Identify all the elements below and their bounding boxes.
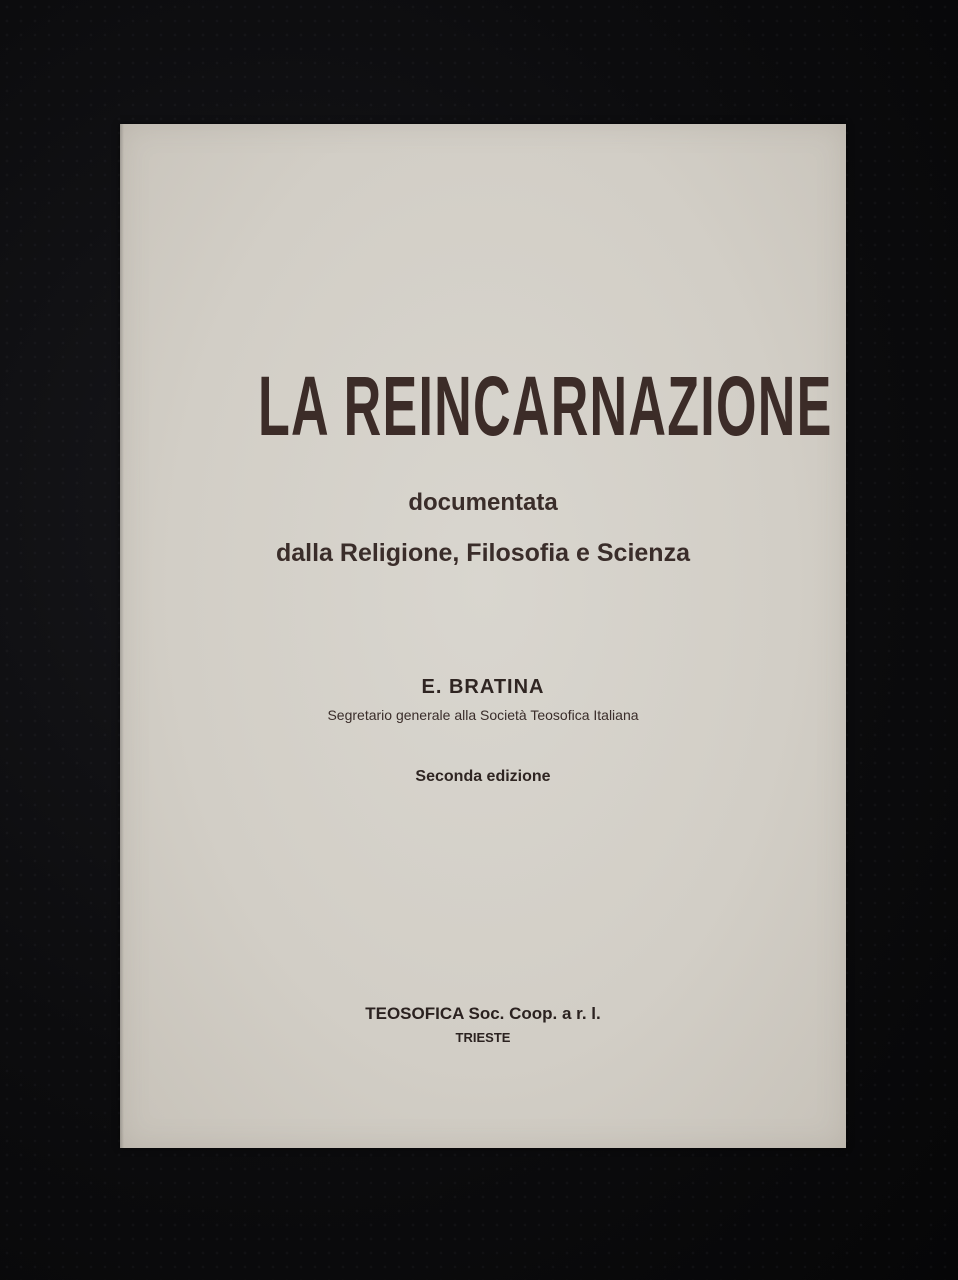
publisher-name: TEOSOFICA Soc. Coop. a r. l. (365, 1004, 601, 1023)
author-name: E. BRATINA (421, 676, 545, 698)
publisher-city: TRIESTE (455, 1030, 511, 1045)
edition-label: Seconda edizione (415, 768, 551, 785)
book-cover (120, 124, 846, 1148)
subtitle-line-1: documentata (408, 489, 558, 516)
subtitle-line-2: dalla Religione, Filosofia e Scienza (275, 539, 690, 567)
author-role: Segretario generale alla Società Teosofica Italiana (327, 707, 639, 723)
book-title: LA REINCARNAZIONE (257, 359, 833, 453)
cover-spine-edge (120, 124, 124, 1148)
